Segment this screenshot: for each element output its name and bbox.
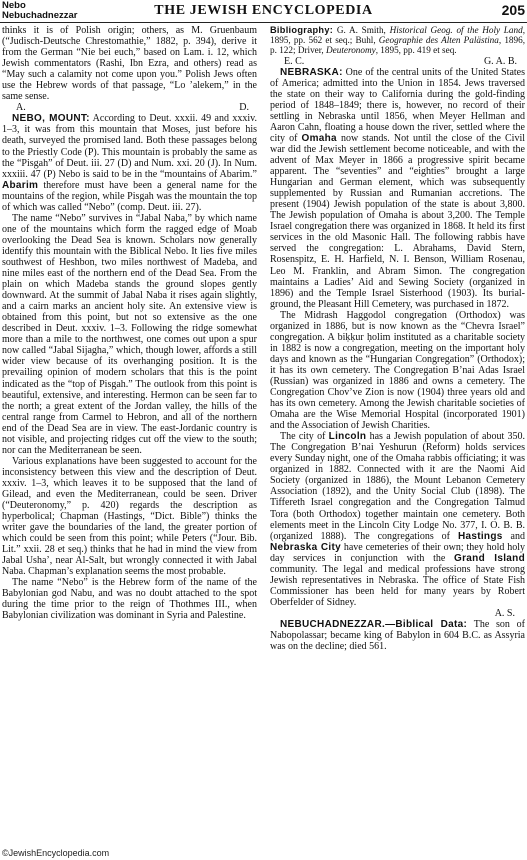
signature-initials: A. S. xyxy=(494,607,515,619)
article-heading-nebuchadnezzar: NEBUCHADNEZZAR. xyxy=(280,619,386,630)
header-rule xyxy=(0,22,527,23)
bib-text-c: , 1895, pp. 562 et seq.; Buhl, xyxy=(270,25,525,46)
journal-title: THE JEWISH ENCYCLOPEDIA xyxy=(154,3,373,18)
bib-text-a: G. A. Smith, xyxy=(333,25,390,35)
page-header xyxy=(0,0,527,24)
subheading-biblical-data: —Biblical Data: xyxy=(385,619,468,630)
left-column xyxy=(2,25,257,845)
article-heading-nebraska: NEBRASKA: xyxy=(280,66,343,78)
signature-initial-right: G. A. B. xyxy=(483,55,517,67)
bib-text-e: , 1896, p. 122; Driver, xyxy=(270,35,525,56)
signature-line xyxy=(2,102,257,113)
bibliography-label: Bibliography: xyxy=(270,25,334,35)
nebraska-paragraph-3 xyxy=(270,431,525,608)
nebraska-text-b: now stands. Not until the close of the Civil war did the Jewish settlement become noticeable, and with the advent of Max Meyer in 1866 a progressive spirit became apparent. The “seventies” and “eighties” brought a large Hungarian and German element, which was subsequently supplemented by Russian and Rumanian accretions. The present (1904) Jewish population of the state is about 3,800. The Jewish population of Omaha is about 3,200. The Temple Israel congregation there was organized in 1868. It held its first services in the old Masonic Hall. The following rabbis have served the congregation: L. Abrahams, David Stern, Rosenspitz, E. H. Harfield, N. I. Benson, William Rosenau, Leo M. Franklin, and Abram Simon. The congregation maintains a Ladies’ Aid and Sewing Society (organized in 1896) and the Temple Israel Sisterhood (1903). Its burial-ground, the Pleasant Hill Cemetery, was purchased in 1872. xyxy=(270,132,525,310)
signature-line xyxy=(270,608,525,619)
term-nebraska-city: Nebraska City xyxy=(270,541,341,553)
bib-title-2: Geographie des Alten Palästina xyxy=(378,35,499,46)
signature-initial-left: E. C. xyxy=(284,55,305,67)
term-lincoln: Lincoln xyxy=(328,431,367,443)
bib-text-g: , 1895, pp. 419 et seq. xyxy=(375,45,457,56)
site-credit: ©JewishEncyclopedia.com xyxy=(2,848,110,858)
paragraph-continued: thinks it is of Polish origin; others, as M. Gruenbaum (“Judisch-Deutsche Chrestomathie,” 1882, p. 394), derive it from the German “Nie bei euch,” based on Lam. i. 12, which Jewish commentators (Rashi, Ibn Ezra, and others) read as “May such a calamity not come upon you.” Polish Jews often use the Hebrew words of that passage, “Lo ’alekem,” in the same sense. xyxy=(2,25,257,103)
lincoln-text-post: has a Jewish population of about 350. The Congregation B’nai Yeshurun (Reform) holds services every Sunday night, one of the Omaha rabbis officiating; it was organized in 1882. Connected with it are the Naomi Aid Society (organized in 1886), the Mount Lebanon Cemetery Association (1892), and the Unity Social Club (1898). The Tiffereth Israel congregation and the Congregation Talmud Tora (both Orthodox) together maintain one cemetery. Both elements meet in the Lincoln City Lodge No. 377, I. O. B. B. (organized 1888). The congregations of xyxy=(270,431,525,542)
nebuchadnezzar-text: The son of Nabopolassar; became king of Babylon in 604 B.C. as Assyria was on the decline; died 561. xyxy=(270,619,525,653)
conjunction-and: and xyxy=(502,530,525,542)
nebo-paragraph-4: The name “Nebo” is the Hebrew form of the name of the Babylonian god Nabu, and was no doubt attached to the spot during the time prior to the reign of Thothmes III., when Babylonian civilization was dominant in Syria and Palestine. xyxy=(2,577,257,622)
nebo-text-a: According to Deut. xxxii. 49 and xxxiv. 1–3, it was from this mountain that Moses, just before his death, surveyed the promised land. Both these passages belong to the Priestly Code (P). This mountain is probably the same as the “Pisgah” of Deut. iii. 27 (D) and Num. xxi. 20 (J). In Num. xxxiii. 47 (P) Nebo is said to be in the “mountains of Abarim.” xyxy=(2,113,257,180)
nebo-paragraph-2: The name “Nebo” survives in “Jabal Naba,” by which name one of the mountains which form the ragged edge of Moab overlooking the Dead Sea is known. Scholars now generally identify this mountain with the Biblical Nebo. It lies five miles southwest of Heshbon, two miles northwest of Madeba, and nine miles east of the northern end of the Dead Sea. From the plain on which Madeba stands the ground slopes gently downward. At the summit of Jabal Naba it rises again slightly, and a cairn marks an ancient holy site. An extensive view is obtained from this point, but not so extensive as the one described in Deut. xxxiv. 1–3. Following the ridge somewhat more than a mile to the northwest, one comes out upon a spur now called “Jabal Sijagha,” which, though lower, affords a still wider view because of its overhanging position. It is the prevailing opinion of modern scholars that this is the point indicated as the “top of Pisgah.” The outlook from this point is beautiful, extensive, and interesting. Hermon can be seen far to the north; a great extent of the Jordan valley, the hills of the central range from Carmel to Hebron, and all of the northern end of the Dead Sea are in view. The east-Jordanic country is not visible, and projecting ridges cut off the view to the south; nor can the Mediterranean be seen. xyxy=(2,212,257,456)
lincoln-text-post2: have cemeteries of their own; they hold holy day services in conjunction with the xyxy=(270,541,525,564)
nebraska-paragraph-2: The Midrash Haggodol congregation (Orthodox) was organized in 1886, but is now known as the “Chevra Israel” congregation. A biḳḳur ḥolim instituted as a charitable society in 1882 is now a congregation, meeting on the important holy days and known as the “Hungarian Congregation” (Orthodox); it has its own cemetery. The Congregation B’nai Adas Israel (Russian) was organized in 1886 and owns a cemetery. The Congregation Chov’ve Zion is now (1904) three years old and has its own cemetery. Among the Jewish charitable societies of Omaha are the Wise Memorial Hospital (incorporated 1901) and the Association of Jewish Charities. xyxy=(270,309,525,432)
bib-title-1: Historical Geog. of the Holy Land xyxy=(389,25,523,35)
right-column xyxy=(270,25,525,845)
signature-initial-left: A. xyxy=(16,102,26,114)
page-number: 205 xyxy=(501,2,525,18)
term-abarim: Abarim xyxy=(2,179,39,191)
article-heading-nebo: NEBO, MOUNT: xyxy=(12,113,90,125)
running-head-first: Nebo xyxy=(2,0,26,11)
term-grand-island: Grand Island xyxy=(454,552,525,564)
nebuchadnezzar-paragraph-1 xyxy=(270,619,525,652)
nebo-paragraph-1 xyxy=(2,113,257,212)
nebo-text-b: therefore must have been a general name for the mountains of the region, while Pisgah was the mountain the top of which was called “Nebo” (comp. Deut. iii. 27). xyxy=(2,179,257,213)
nebraska-text-a: One of the central units of the United States of America; admitted into the Union in 1854. Jews traversed the state on their way to California during the gold-finding period of 1848–1849; there is, however, no record of their settling in Nebraska until 1856, when Meyer Hellman and Aaron Cahn, floating a house down the river, settled where the city of xyxy=(270,66,525,144)
nebo-paragraph-3: Various explanations have been suggested to account for the inconsistency between this view and the description of Deut. xxxiv. 1–3, which leaves it to be supposed that the land of Gilead, and even the Mediterranean, could be seen. Driver (“Deuteronomy,” p. 420) regards the description as hyperbolical; Chapman (Hastings, “Dict. Bible”) thinks the writer gave the boundaries of the land, the greater portion of which could be seen from this point; while Peters (“Jour. Bib. Lit.” xxii. 28 et seq.) thinks that he had in mind the view from Jabal Usha’, near Al-Salt, but wrongly connected it with Jabal Naba. Chapman’s explanation seems the most probable. xyxy=(2,455,257,578)
bib-title-3: Deuteronomy xyxy=(326,45,376,56)
signature-initial-right: D. xyxy=(239,102,249,114)
signature-line xyxy=(270,56,525,67)
term-omaha: Omaha xyxy=(301,132,337,144)
lincoln-text-pre: The city of xyxy=(280,431,329,443)
bibliography xyxy=(270,25,525,56)
running-head-second: Nebuchadnezzar xyxy=(2,10,78,21)
nebraska-paragraph-1 xyxy=(270,67,525,310)
lincoln-text-post3: community. The legal and medical professions have strong Jewish representatives in Nebraska. The office of State Fish Commissioner has been held for many years by Robert Oberfelder of Sidney. xyxy=(270,563,525,608)
term-hastings: Hastings xyxy=(457,530,503,542)
